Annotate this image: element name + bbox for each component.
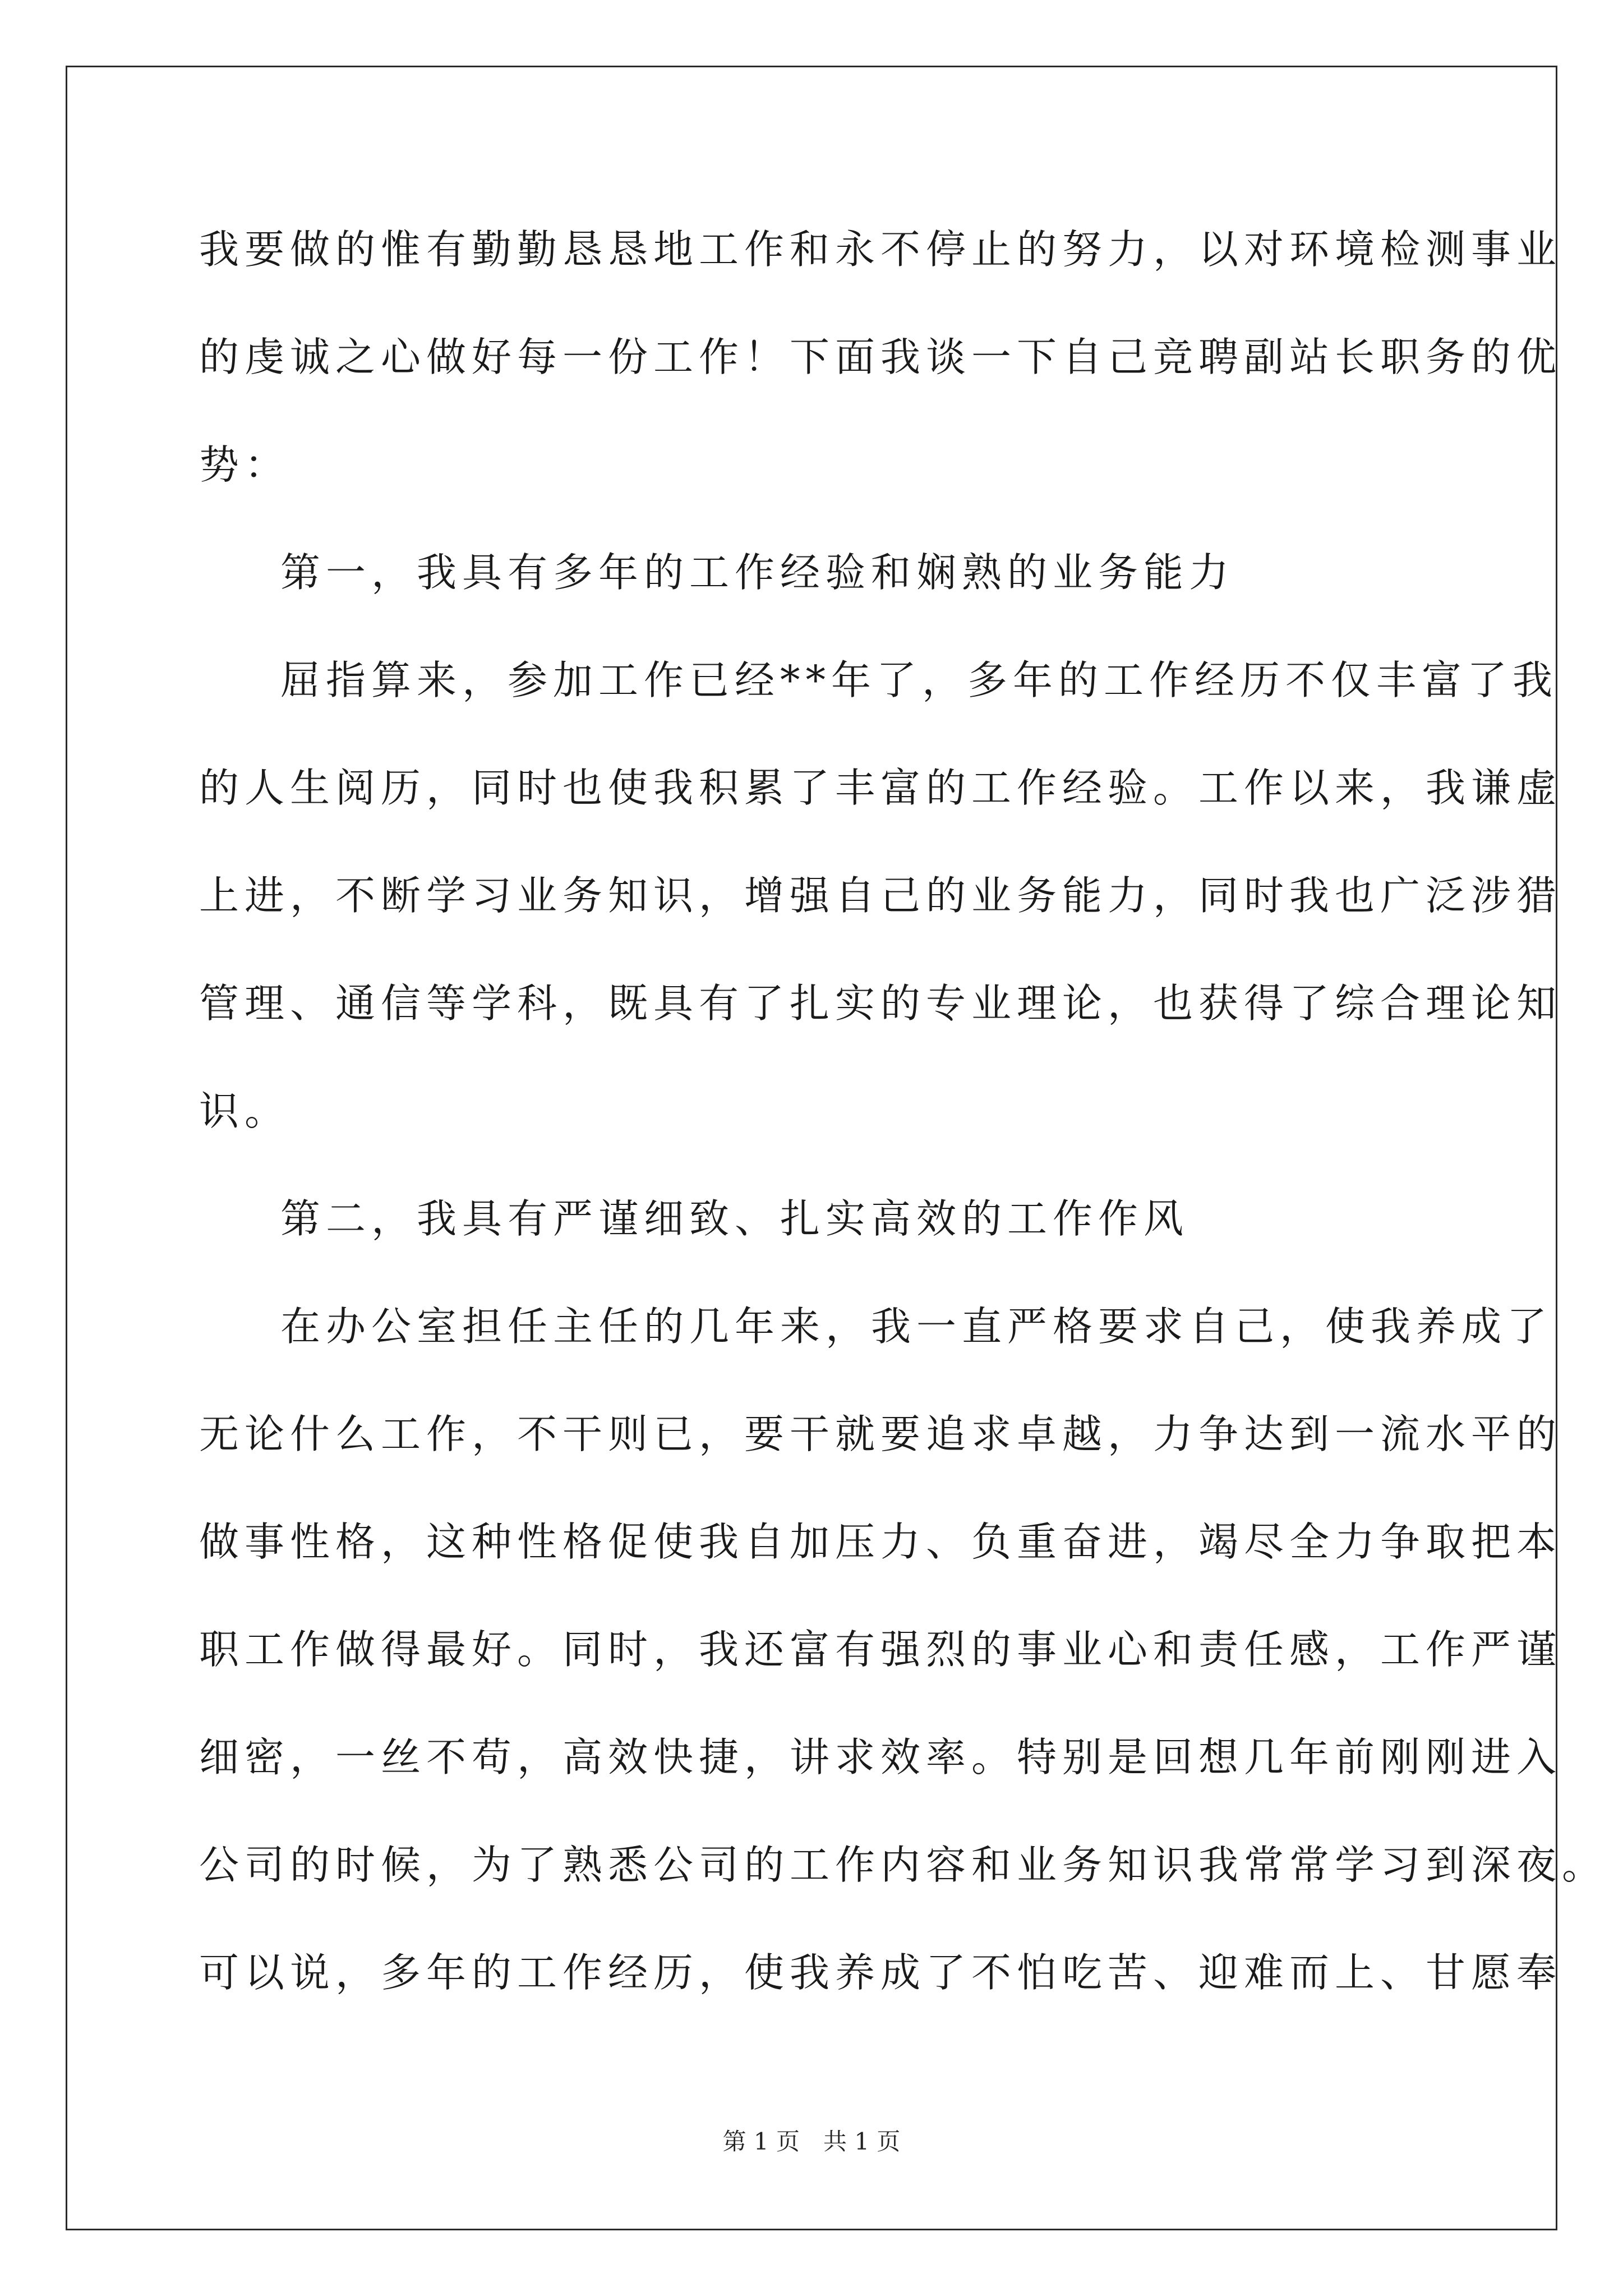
text-line: 无论什么工作，不干则已，要干就要追求卓越，力争达到一流水平的 bbox=[199, 1411, 1562, 1457]
text-line: 在办公室担任主任的几年来，我一直严格要求自己，使我养成了 bbox=[280, 1303, 1553, 1350]
text-line: 的人生阅历，同时也使我积累了丰富的工作经验。工作以来，我谦虚 bbox=[199, 765, 1562, 811]
text-line: 做事性格，这种性格促使我自加压力、负重奋进，竭尽全力争取把本 bbox=[199, 1519, 1562, 1565]
text-line: 我要做的惟有勤勤恳恳地工作和永不停止的努力，以对环境检测事业 bbox=[199, 226, 1562, 273]
text-line: 管理、通信等学科，既具有了扎实的专业理论，也获得了综合理论知 bbox=[199, 980, 1562, 1027]
text-line: 细密，一丝不苟，高效快捷，讲求效率。特别是回想几年前刚刚进入 bbox=[199, 1734, 1562, 1780]
text-line: 上进，不断学习业务知识，增强自己的业务能力，同时我也广泛涉猎 bbox=[199, 872, 1562, 919]
text-line: 可以说，多年的工作经历，使我养成了不怕吃苦、迎难而上、甘愿奉 bbox=[199, 1949, 1562, 1996]
text-line: 识。 bbox=[199, 1088, 291, 1134]
text-line: 屈指算来，参加工作已经**年了，多年的工作经历不仅丰富了我 bbox=[280, 657, 1559, 703]
text-line: 的虔诚之心做好每一份工作！下面我谈一下自己竞聘副站长职务的优 bbox=[199, 334, 1562, 380]
document-body bbox=[199, 216, 1608, 2047]
text-line: 第一，我具有多年的工作经验和娴熟的业务能力 bbox=[280, 549, 1235, 596]
text-line: 公司的时候，为了熟悉公司的工作内容和业务知识我常常学习到深夜。 bbox=[199, 1842, 1608, 1888]
text-line: 势： bbox=[199, 441, 291, 488]
page-footer: 第 1 页 共 1 页 bbox=[722, 2128, 901, 2155]
text-line: 职工作做得最好。同时，我还富有强烈的事业心和责任感，工作严谨 bbox=[199, 1626, 1562, 1673]
text-line: 第二，我具有严谨细致、扎实高效的工作作风 bbox=[280, 1195, 1189, 1242]
